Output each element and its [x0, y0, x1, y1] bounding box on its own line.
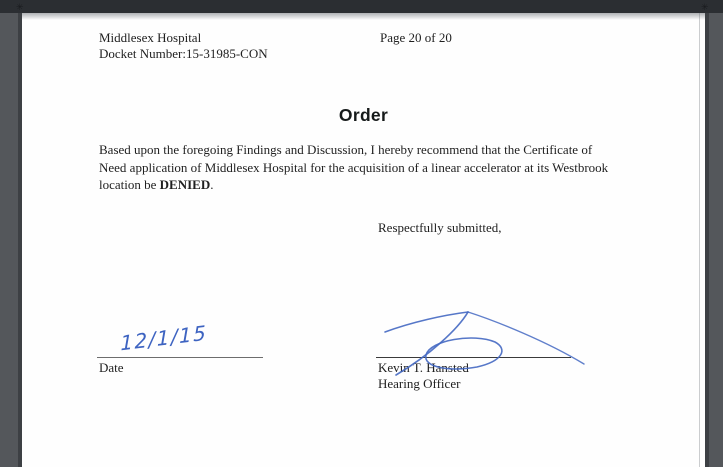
header-docket-number: Docket Number:15-31985-CON — [99, 45, 268, 61]
page-corner-mark-icon: ✳ — [701, 3, 709, 13]
denied-emphasis: DENIED — [159, 177, 211, 192]
signature-ink — [380, 289, 592, 379]
paragraph-line3-suffix: . — [210, 177, 214, 192]
document-title: Order — [338, 105, 389, 125]
date-signature-line — [97, 357, 263, 358]
document-page — [22, 13, 705, 467]
paragraph-line — [99, 176, 608, 194]
document-header — [99, 30, 268, 61]
order-paragraph — [99, 141, 608, 194]
signer-title: Hearing Officer — [378, 376, 461, 392]
paragraph-line: Need application of Middlesex Hospital for the acquisition of a linear accelerator at its Westbrook — [99, 159, 609, 175]
date-label: Date — [99, 360, 124, 375]
signer-name: Kevin T. Hansted — [378, 360, 469, 375]
page-corner-mark-icon: ✳ — [16, 3, 24, 13]
closing-text: Respectfully submitted, — [378, 220, 502, 235]
page-indicator: Page 20 of 20 — [380, 30, 452, 45]
paragraph-line3-prefix: location be — [99, 177, 160, 192]
header-organization: Middlesex Hospital — [99, 30, 202, 45]
handwritten-date: 12/1/15 — [120, 320, 208, 356]
viewer-top-bar — [0, 0, 723, 13]
paragraph-line: Based upon the foregoing Findings and Discussion, I hereby recommend that the Certificate of — [99, 142, 593, 157]
